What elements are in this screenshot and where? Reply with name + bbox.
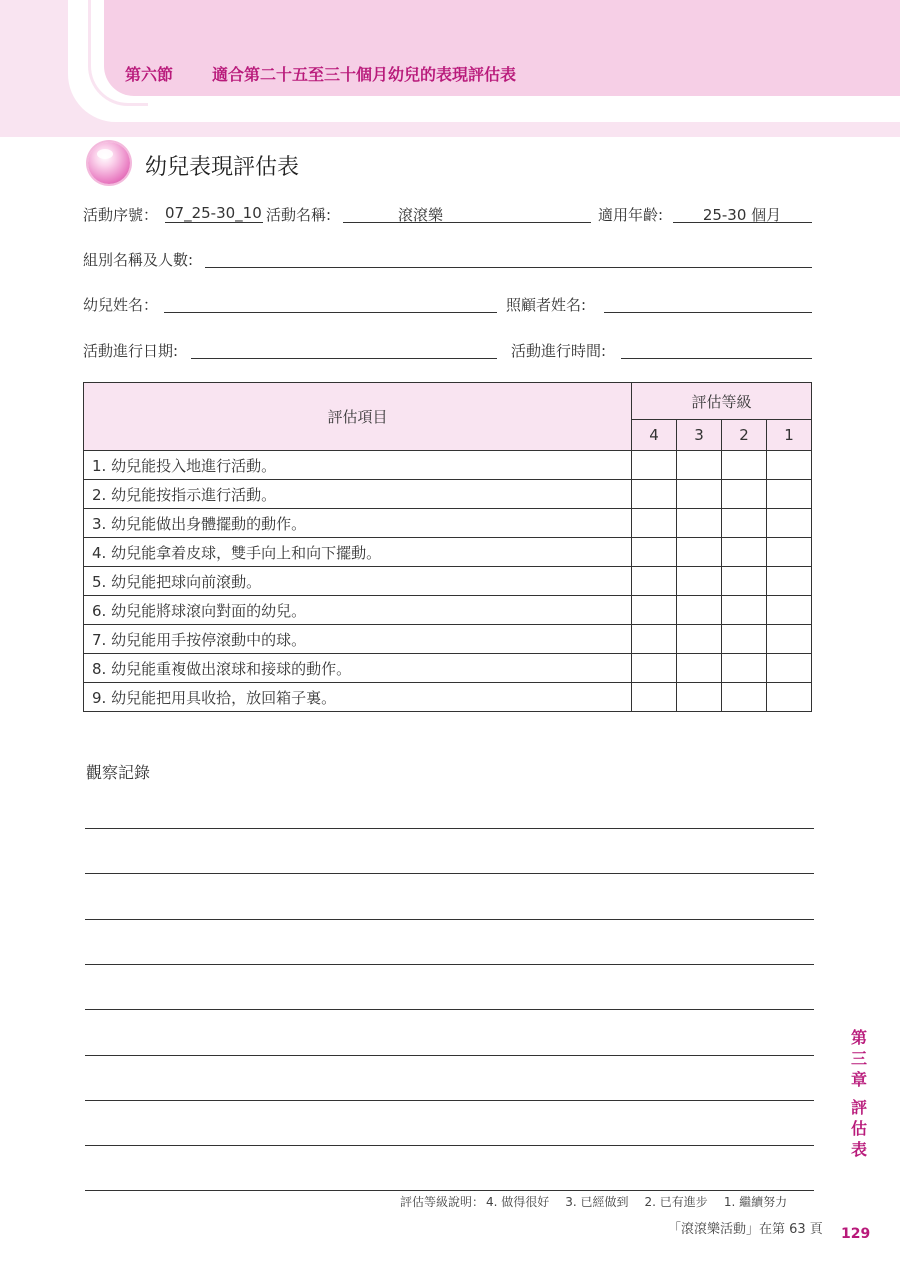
grade-cell-1[interactable]	[767, 480, 812, 509]
grade-cell-1[interactable]	[767, 509, 812, 538]
serial-value: 07_25-30_10	[165, 204, 262, 222]
serial-underline	[165, 222, 263, 223]
evaluation-table	[83, 382, 812, 712]
item-text: 3. 幼兒能做出身體擺動的動作。	[84, 509, 632, 538]
age-underline	[673, 222, 812, 223]
grade-cell-2[interactable]	[722, 480, 767, 509]
grade-cell-4[interactable]	[632, 683, 677, 712]
grade-cell-3[interactable]	[677, 625, 722, 654]
grade-cell-4[interactable]	[632, 654, 677, 683]
age-label: 適用年齡:	[598, 206, 664, 224]
grade-cell-1[interactable]	[767, 567, 812, 596]
grade-2-header: 2	[722, 420, 767, 451]
side-tab-topic: 評 估 表	[850, 1098, 867, 1159]
child-name-label: 幼兒姓名：	[83, 296, 159, 314]
grade-cell-4[interactable]	[632, 596, 677, 625]
observation-line[interactable]	[85, 1145, 814, 1146]
grade-cell-1[interactable]	[767, 654, 812, 683]
carer-name-field[interactable]	[604, 312, 812, 313]
observation-line[interactable]	[85, 964, 814, 965]
legend-item: 1. 繼續努力	[723, 1195, 788, 1209]
legend-item: 3. 已經做到	[565, 1195, 629, 1209]
grade-header: 評估等級	[632, 383, 812, 420]
side-tab-chapter: 第 三 章	[850, 1028, 867, 1089]
grade-cell-2[interactable]	[722, 567, 767, 596]
grade-cell-2[interactable]	[722, 625, 767, 654]
pink-bubble-icon	[88, 142, 130, 184]
grade-cell-3[interactable]	[677, 596, 722, 625]
item-text: 6. 幼兒能將球滾向對面的幼兒。	[84, 596, 632, 625]
item-text: 1. 幼兒能投入地進行活動。	[84, 451, 632, 480]
table-row	[84, 683, 812, 712]
item-text: 8. 幼兒能重複做出滾球和接球的動作。	[84, 654, 632, 683]
table-row	[84, 538, 812, 567]
item-text: 9. 幼兒能把用具收拾，放回箱子裏。	[84, 683, 632, 712]
grade-cell-3[interactable]	[677, 451, 722, 480]
grade-cell-3[interactable]	[677, 567, 722, 596]
observation-line[interactable]	[85, 873, 814, 874]
table-row	[84, 451, 812, 480]
item-text: 4. 幼兒能拿着皮球，雙手向上和向下擺動。	[84, 538, 632, 567]
item-text: 7. 幼兒能用手按停滾動中的球。	[84, 625, 632, 654]
activity-name-label: 活動名稱:	[266, 206, 332, 224]
table-row	[84, 596, 812, 625]
grade-cell-3[interactable]	[677, 480, 722, 509]
grade-4-header: 4	[632, 420, 677, 451]
grade-cell-4[interactable]	[632, 451, 677, 480]
legend-item: 4. 做得很好	[486, 1195, 550, 1209]
serial-label: 活動序號：	[83, 206, 159, 224]
grade-cell-1[interactable]	[767, 538, 812, 567]
table-row	[84, 509, 812, 538]
grade-cell-3[interactable]	[677, 683, 722, 712]
observation-line[interactable]	[85, 1055, 814, 1056]
table-row	[84, 480, 812, 509]
section-title: 適合第二十五至三十個月幼兒的表現評估表	[212, 65, 517, 84]
time-label: 活動進行時間:	[511, 342, 607, 360]
date-field[interactable]	[191, 358, 497, 359]
grade-cell-2[interactable]	[722, 596, 767, 625]
table-row	[84, 654, 812, 683]
grade-cell-4[interactable]	[632, 625, 677, 654]
observation-line[interactable]	[85, 828, 814, 829]
grade-cell-2[interactable]	[722, 538, 767, 567]
page-title: 幼兒表現評估表	[145, 155, 300, 180]
observation-line[interactable]	[85, 919, 814, 920]
observation-label: 觀察記錄	[86, 763, 151, 782]
grade-cell-2[interactable]	[722, 654, 767, 683]
activity-reference: 「滾滾樂活動」在第 63 頁	[668, 1222, 823, 1237]
item-header: 評估項目	[84, 383, 632, 451]
legend-item: 2. 已有進步	[644, 1195, 708, 1209]
group-label: 組別名稱及人數:	[83, 251, 194, 269]
grade-cell-2[interactable]	[722, 451, 767, 480]
carer-name-label: 照顧者姓名:	[506, 296, 587, 314]
time-field[interactable]	[621, 358, 812, 359]
item-text: 2. 幼兒能按指示進行活動。	[84, 480, 632, 509]
grade-cell-4[interactable]	[632, 538, 677, 567]
header-arc	[88, 0, 148, 106]
grade-cell-3[interactable]	[677, 654, 722, 683]
grade-cell-4[interactable]	[632, 509, 677, 538]
page-number: 129	[841, 1226, 871, 1242]
grade-legend	[400, 1193, 787, 1210]
grade-cell-1[interactable]	[767, 625, 812, 654]
grade-1-header: 1	[767, 420, 812, 451]
activity-name-field[interactable]	[343, 222, 591, 223]
activity-name-value: 滾滾樂	[397, 206, 443, 224]
age-value: 25-30 個月	[702, 206, 782, 224]
observation-line[interactable]	[85, 1100, 814, 1101]
grade-cell-1[interactable]	[767, 451, 812, 480]
date-label: 活動進行日期:	[83, 342, 179, 360]
grade-cell-1[interactable]	[767, 683, 812, 712]
group-field[interactable]	[205, 267, 812, 268]
grade-3-header: 3	[677, 420, 722, 451]
observation-line[interactable]	[85, 1190, 814, 1191]
grade-cell-4[interactable]	[632, 567, 677, 596]
grade-cell-3[interactable]	[677, 509, 722, 538]
child-name-field[interactable]	[164, 312, 497, 313]
legend-label: 評估等級說明：	[400, 1195, 485, 1209]
section-label: 第六節	[125, 65, 174, 84]
observation-line[interactable]	[85, 1009, 814, 1010]
grade-cell-2[interactable]	[722, 683, 767, 712]
grade-cell-3[interactable]	[677, 538, 722, 567]
table-row	[84, 567, 812, 596]
item-text: 5. 幼兒能把球向前滾動。	[84, 567, 632, 596]
grade-cell-1[interactable]	[767, 596, 812, 625]
table-row	[84, 625, 812, 654]
grade-cell-2[interactable]	[722, 509, 767, 538]
grade-cell-4[interactable]	[632, 480, 677, 509]
